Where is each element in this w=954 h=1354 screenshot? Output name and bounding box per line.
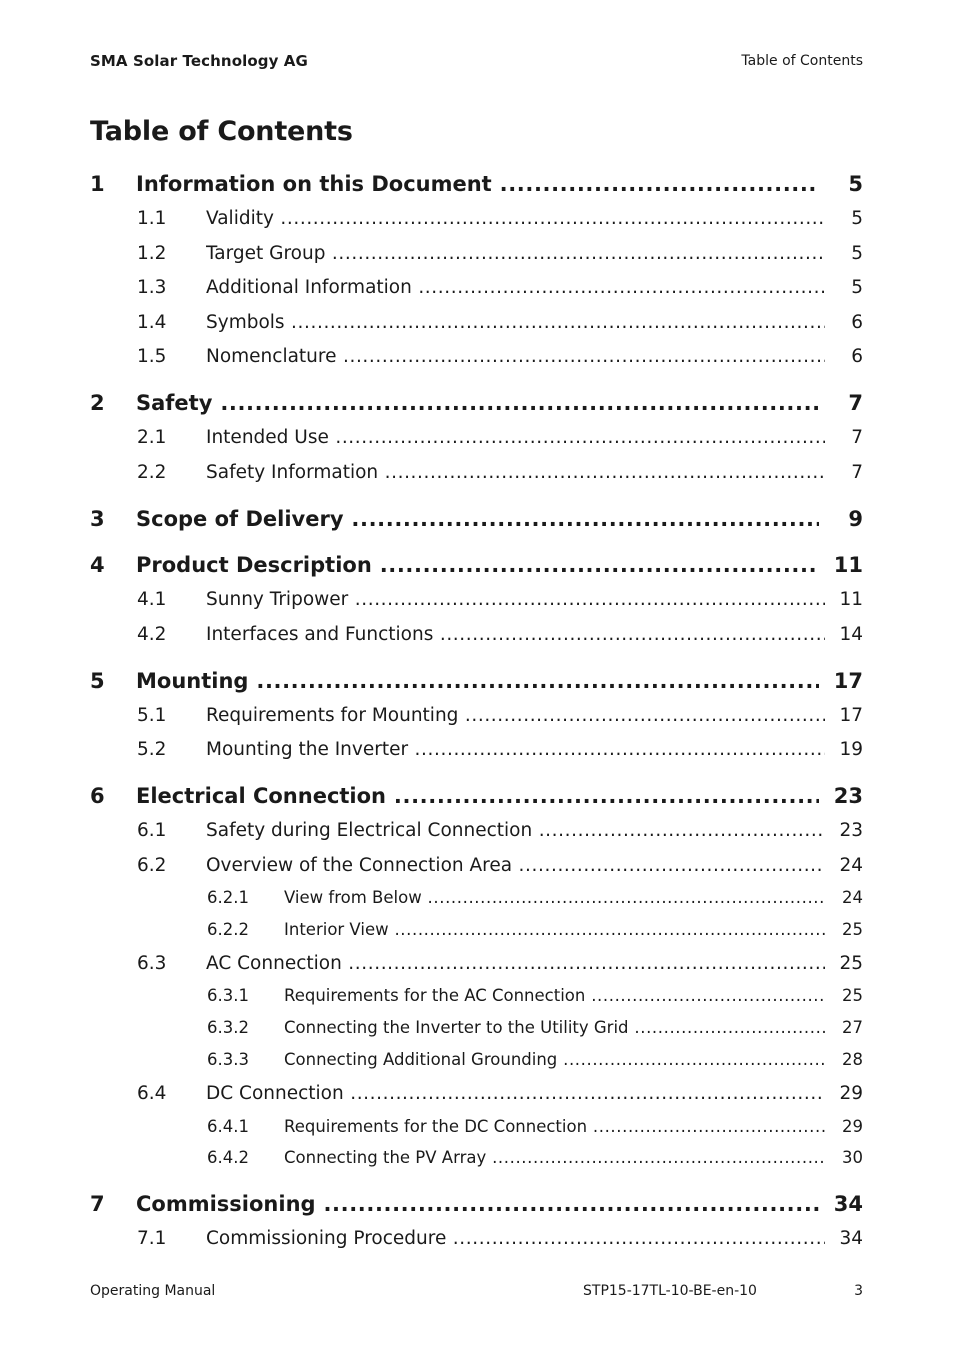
toc-entry-page: 24: [842, 888, 863, 907]
toc-entry-title: [136, 507, 819, 531]
toc-entry-title: [206, 855, 825, 876]
toc-entry-page: 14: [839, 624, 863, 645]
toc-entry-title-text: Safety: [136, 391, 213, 415]
toc-entry-number: 6.2.2: [207, 920, 249, 939]
toc-entry-page: 6: [851, 346, 863, 367]
toc-entry-number: 1.2: [137, 243, 167, 264]
toc-entry-title: [206, 462, 825, 483]
toc-entry-number: 5.1: [137, 705, 167, 726]
toc-entry-title-text: Requirements for the AC Connection: [284, 986, 586, 1005]
toc-entry-page: 17: [833, 669, 863, 693]
header-section: Table of Contents: [741, 53, 863, 69]
toc-entry-title: [206, 243, 825, 264]
toc-entry-number: 1: [90, 172, 105, 196]
toc-entry-number: 2.1: [137, 427, 167, 448]
toc-entry-page: 5: [851, 243, 863, 264]
page-title: Table of Contents: [90, 116, 353, 147]
toc-entry-title-text: Safety during Electrical Connection: [206, 820, 533, 841]
toc-entry-number: 6.2.1: [207, 888, 249, 907]
toc-entry-number: 6.2: [137, 855, 167, 876]
toc-entry-title-text: Commissioning: [136, 1192, 316, 1216]
toc-entry-page: 6: [851, 312, 863, 333]
toc-entry-page: 25: [839, 953, 863, 974]
toc-entry-page: 25: [842, 986, 863, 1005]
toc-entry-title: [206, 953, 825, 974]
toc-entry-title: [136, 391, 819, 415]
toc-entry-title-text: Sunny Tripower: [206, 589, 349, 610]
toc-entry-title-text: Nomenclature: [206, 346, 337, 367]
toc-entry-title-text: Target Group: [206, 243, 326, 264]
toc-entry-title: [136, 553, 819, 577]
toc-entry-number: 7: [90, 1192, 105, 1216]
toc-entry-page: 34: [839, 1228, 863, 1249]
toc-entry-page: 29: [842, 1117, 863, 1136]
toc-entry-title: [284, 1117, 825, 1136]
toc-entry-title: [206, 1083, 825, 1104]
toc-entry-title: [206, 427, 825, 448]
toc-entry-title-text: Product Description: [136, 553, 372, 577]
toc-entry-title: [284, 986, 825, 1005]
toc-entry-page: 25: [842, 920, 863, 939]
toc-entry-title-text: Intended Use: [206, 427, 329, 448]
toc-entry-page: 27: [842, 1018, 863, 1037]
footer-manual: Operating Manual: [90, 1283, 216, 1299]
toc-entry-number: 6.3.2: [207, 1018, 249, 1037]
toc-entry-page: 5: [851, 208, 863, 229]
toc-entry-title: [136, 172, 819, 196]
toc-entry-title-text: Interfaces and Functions: [206, 624, 434, 645]
toc-entry-title: [284, 920, 825, 939]
toc-entry-title-text: Scope of Delivery: [136, 507, 344, 531]
toc-entry-title: [284, 888, 825, 907]
toc-entry-page: 9: [848, 507, 863, 531]
toc-entry-title-text: Safety Information: [206, 462, 379, 483]
toc-entry-title-text: Connecting Additional Grounding: [284, 1050, 558, 1069]
footer-page-number: 3: [854, 1283, 863, 1299]
toc-entry-page: 5: [851, 277, 863, 298]
toc-entry-title-text: Information on this Document: [136, 172, 492, 196]
toc-entry-title: [206, 820, 825, 841]
toc-entry-title: [284, 1018, 825, 1037]
toc-entry-number: 5.2: [137, 739, 167, 760]
toc-entry-title-text: Commissioning Procedure: [206, 1228, 447, 1249]
toc-entry-number: 7.1: [137, 1228, 167, 1249]
header-company: SMA Solar Technology AG: [90, 52, 308, 70]
toc-entry-title-text: Mounting the Inverter: [206, 739, 409, 760]
toc-entry-title: [206, 312, 825, 333]
toc-entry-page: 28: [842, 1050, 863, 1069]
toc-entry-number: 6.3: [137, 953, 167, 974]
toc-entry-page: 23: [833, 784, 863, 808]
toc-entry-title: [284, 1050, 825, 1069]
toc-entry-title: [136, 669, 819, 693]
toc-entry-title: [206, 208, 825, 229]
toc-entry-number: 6.1: [137, 820, 167, 841]
toc-entry-number: 1.3: [137, 277, 167, 298]
toc-entry-page: 17: [839, 705, 863, 726]
toc-entry-page: 11: [833, 553, 863, 577]
toc-entry-page: 24: [839, 855, 863, 876]
toc-entry-title: [206, 589, 825, 610]
toc-entry-page: 7: [848, 391, 863, 415]
toc-entry-title-text: Requirements for the DC Connection: [284, 1117, 588, 1136]
toc-entry-number: 1.4: [137, 312, 167, 333]
toc-entry-title-text: Electrical Connection: [136, 784, 387, 808]
toc-entry-number: 5: [90, 669, 105, 693]
toc-entry-page: 29: [839, 1083, 863, 1104]
toc-entry-title: [206, 705, 825, 726]
toc-entry-number: 4.1: [137, 589, 167, 610]
toc-entry-title-text: Requirements for Mounting: [206, 705, 459, 726]
toc-entry-page: 19: [839, 739, 863, 760]
toc-entry-page: 11: [839, 589, 863, 610]
toc-entry-title-text: DC Connection: [206, 1083, 344, 1104]
toc-entry-number: 6.3.1: [207, 986, 249, 1005]
table-of-contents: [90, 0, 863, 1354]
toc-entry-page: 5: [848, 172, 863, 196]
toc-entry-title: [206, 346, 825, 367]
toc-entry-number: 6: [90, 784, 105, 808]
toc-entry-title-text: AC Connection: [206, 953, 342, 974]
toc-entry-title: [136, 784, 819, 808]
toc-entry-page: 7: [851, 427, 863, 448]
toc-entry-number: 6.4.1: [207, 1117, 249, 1136]
toc-entry-number: 6.4: [137, 1083, 167, 1104]
toc-entry-title: [206, 1228, 825, 1249]
toc-entry-number: 1.5: [137, 346, 167, 367]
toc-entry-title-text: Mounting: [136, 669, 249, 693]
toc-entry-number: 2: [90, 391, 105, 415]
toc-entry-title-text: Symbols: [206, 312, 285, 333]
toc-entry-number: 1.1: [137, 208, 167, 229]
toc-entry-title: [284, 1148, 825, 1167]
toc-entry-title: [206, 624, 825, 645]
toc-entry-title: [206, 277, 825, 298]
toc-entry-title: [136, 1192, 819, 1216]
toc-entry-page: 23: [839, 820, 863, 841]
toc-entry-number: 2.2: [137, 462, 167, 483]
toc-entry-title-text: Connecting the PV Array: [284, 1148, 487, 1167]
toc-entry-title: [206, 739, 825, 760]
footer-doc-id: STP15-17TL-10-BE-en-10: [583, 1283, 757, 1299]
toc-entry-title-text: Additional Information: [206, 277, 412, 298]
toc-entry-title-text: View from Below: [284, 888, 422, 907]
toc-entry-title-text: Overview of the Connection Area: [206, 855, 513, 876]
toc-entry-number: 6.3.3: [207, 1050, 249, 1069]
toc-entry-page: 7: [851, 462, 863, 483]
toc-entry-number: 4.2: [137, 624, 167, 645]
toc-entry-number: 6.4.2: [207, 1148, 249, 1167]
toc-entry-page: 34: [833, 1192, 863, 1216]
toc-entry-number: 3: [90, 507, 105, 531]
toc-entry-page: 30: [842, 1148, 863, 1167]
toc-entry-title-text: Connecting the Inverter to the Utility Grid: [284, 1018, 629, 1037]
toc-entry-title-text: Validity: [206, 208, 274, 229]
toc-entry-number: 4: [90, 553, 105, 577]
toc-entry-title-text: Interior View: [284, 920, 389, 939]
